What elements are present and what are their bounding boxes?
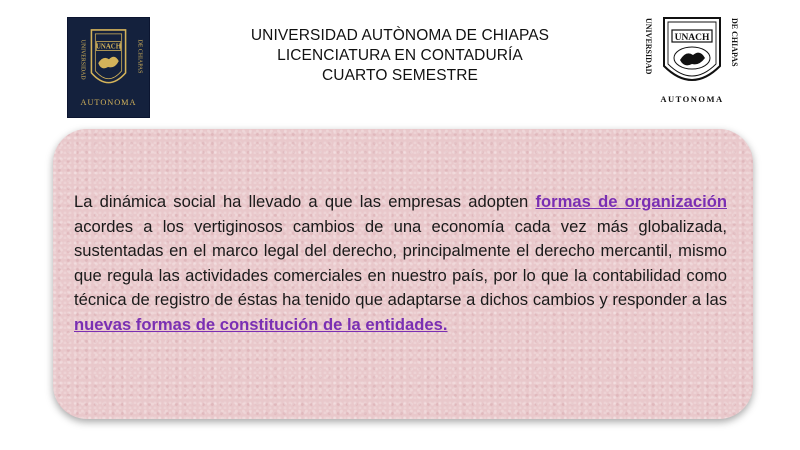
logo-right-arc-left: UNIVERSIDAD [644, 18, 653, 75]
unach-logo-left [67, 17, 150, 118]
unach-shield-icon [636, 14, 748, 106]
body-paragraph [74, 190, 727, 337]
logo-left-bottom-text: AUTONOMA [80, 98, 137, 108]
page-header [230, 26, 570, 86]
text-segment-2: acordes a los vertiginosos cambios de una economía cada vez más globalizada, sustentadas en el marco legal del derecho, principalmente el derecho mercantil, mismo que regula las actividades comerciales en nuestro país, por lo que la contabilidad como técnica de registro de éstas ha tenido que adaptarse a dichos cambios y responder a las [74, 216, 727, 309]
degree-name: LICENCIATURA EN CONTADURÍA [277, 47, 523, 64]
logo-left-arc-left: UNIVERSIDAD [79, 39, 86, 80]
logo-left-banner: UNACH [95, 43, 122, 51]
logo-right-bottom-text: AUTONOMA [660, 94, 724, 104]
semester-label: CUARTO SEMESTRE [322, 67, 478, 84]
link-formas-de-organizacion[interactable]: formas de organización [535, 192, 727, 211]
text-segment-1: La dinámica social ha llevado a que las empresas adopten [74, 192, 536, 211]
link-nuevas-formas-de-constitucion[interactable]: nuevas formas de constitución de la entidades. [74, 314, 448, 334]
logo-right-arc-right: DE CHIAPAS [730, 18, 739, 67]
unach-shield-icon [68, 18, 149, 117]
logo-right-banner: UNACH [674, 33, 710, 43]
university-name: UNIVERSIDAD AUTÒNOMA DE CHIAPAS [250, 27, 550, 44]
logo-left-arc-right: DE CHIAPAS [136, 39, 143, 74]
unach-logo-right [636, 14, 748, 106]
